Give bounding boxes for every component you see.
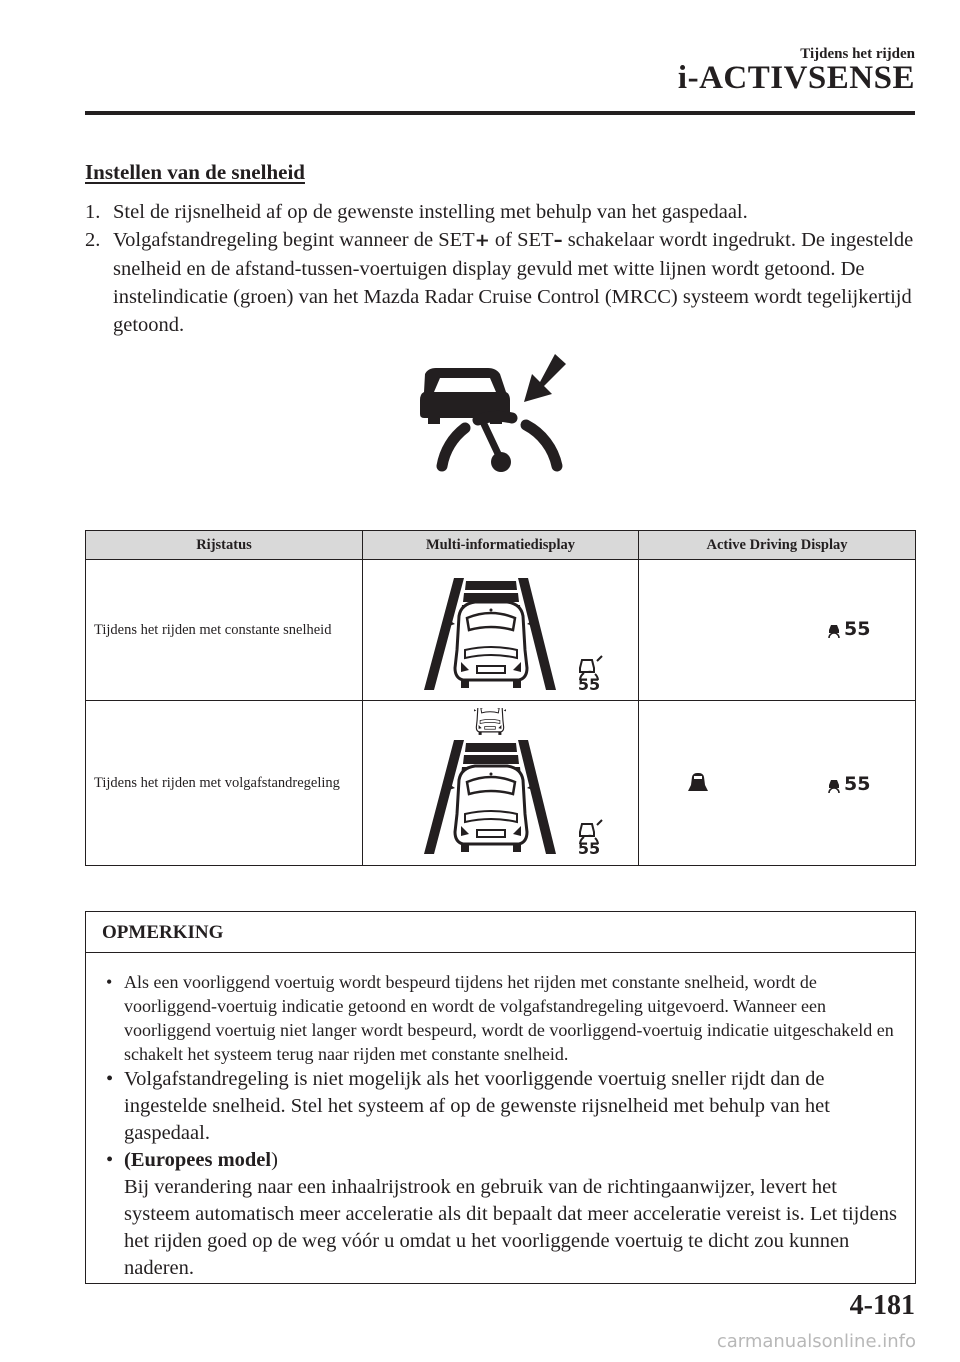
vehicle-ahead-icon <box>474 708 506 735</box>
note-item <box>104 1066 904 1147</box>
adi-speed-group <box>828 773 870 795</box>
adi-set-speed: 55 <box>844 618 871 640</box>
column-header: Multi-informatiedisplay <box>363 531 639 560</box>
mrcc-set-indicator-icon <box>420 352 570 477</box>
adi-speed-group <box>828 618 870 640</box>
note-text: Volgafstandregeling is niet mogelijk als het voorliggende voertuig sneller rijdt dan de ingestelde snelheid. Stel het systeem af op de gewenste rijsnelheid met behulp van het gaspedaal. <box>124 1068 830 1144</box>
step-item <box>85 198 920 226</box>
active-driving-display-cell <box>639 560 916 701</box>
status-table <box>85 530 916 866</box>
vehicle-ahead-mini-icon <box>687 772 709 792</box>
step-number: 1. <box>85 201 101 223</box>
minus-symbol: – <box>553 230 563 251</box>
note-title: OPMERKING <box>102 922 224 943</box>
section-heading: Instellen van de snelheid <box>85 160 305 184</box>
status-cell: Tijdens het rijden met volgafstandregeling <box>86 701 363 866</box>
bullet: • <box>106 1149 114 1171</box>
note-text: Bij verandering naar een inhaalrijstrook en gebruik van de richtingaanwijzer, levert het systeem automatisch meer acceleratie als dit bepaalt dat meer acceleratie vereist is. Let tijdens het rijden goed op de weg vóór u omdat u het voorliggende voertuig te dicht zou kunnen naderen. <box>124 1176 897 1279</box>
column-header: Active Driving Display <box>639 531 916 560</box>
note-model-close: ) <box>271 1149 278 1171</box>
mrcc-mini-icon <box>828 779 840 793</box>
note-title-bar <box>86 912 915 953</box>
mid-following-graphic <box>366 708 636 858</box>
note-box <box>85 911 916 1284</box>
table-row <box>86 560 916 701</box>
watermark: carmanualsonline.info <box>716 1331 916 1352</box>
running-header-section: Tijdens het rijden <box>800 46 915 62</box>
note-text: Als een voorliggend voertuig wordt bespeurd tijdens het rijden met constante snelheid, wordt de voorliggend-voertuig indicatie getoond en wordt de volgafstandregeling uitgevoerd. Wanneer een voorliggend voertuig niet langer wordt bespeurd, wordt de voorliggend-voertuig indicatie uitgeschakeld en schakelt het systeem terug naar rijden met constante snelheid. <box>124 972 894 1064</box>
arrow-icon <box>524 354 566 402</box>
plus-symbol: + <box>474 230 490 251</box>
step-text: Stel de rijsnelheid af op de gewenste instelling met behulp van het gaspedaal. <box>113 201 748 223</box>
note-list <box>104 970 904 1282</box>
bullet: • <box>106 1068 114 1090</box>
mid-set-speed: 55 <box>577 675 600 694</box>
note-model-label: (Europees model <box>124 1149 272 1171</box>
step-text: of SET <box>489 229 554 251</box>
page-number: 4-181 <box>849 1290 915 1321</box>
bullet: • <box>106 972 113 992</box>
multi-info-display-cell <box>363 701 639 866</box>
mid-set-speed: 55 <box>577 839 600 858</box>
running-header-chapter: i-ACTIVSENSE <box>677 60 915 96</box>
adi-set-speed: 55 <box>844 773 871 795</box>
steps-list <box>85 198 920 339</box>
column-header: Rijstatus <box>86 531 363 560</box>
multi-info-display-cell <box>363 560 639 701</box>
table-header-row <box>86 531 916 560</box>
status-cell: Tijdens het rijden met constante snelheid <box>86 560 363 701</box>
active-driving-display-cell <box>639 701 916 866</box>
mid-constant-speed-graphic <box>366 566 636 694</box>
step-text: Volgafstandregeling begint wanneer de SET <box>113 229 475 251</box>
header-rule <box>85 111 915 115</box>
table-row <box>86 701 916 866</box>
step-number: 2. <box>85 229 101 251</box>
step-item <box>85 226 920 339</box>
mrcc-mini-icon <box>828 624 840 638</box>
note-item <box>104 1147 904 1282</box>
step-text: schakelaar wordt ingedrukt. De ingestelde snelheid en de afstand-tussen-voertuigen display gevuld met witte lijnen wordt getoond. De instelindicatie (groen) van het Mazda Radar Cruise Control (MRCC) systeem wordt tegelijkertijd getoond. <box>113 229 914 336</box>
note-item <box>104 970 904 1066</box>
